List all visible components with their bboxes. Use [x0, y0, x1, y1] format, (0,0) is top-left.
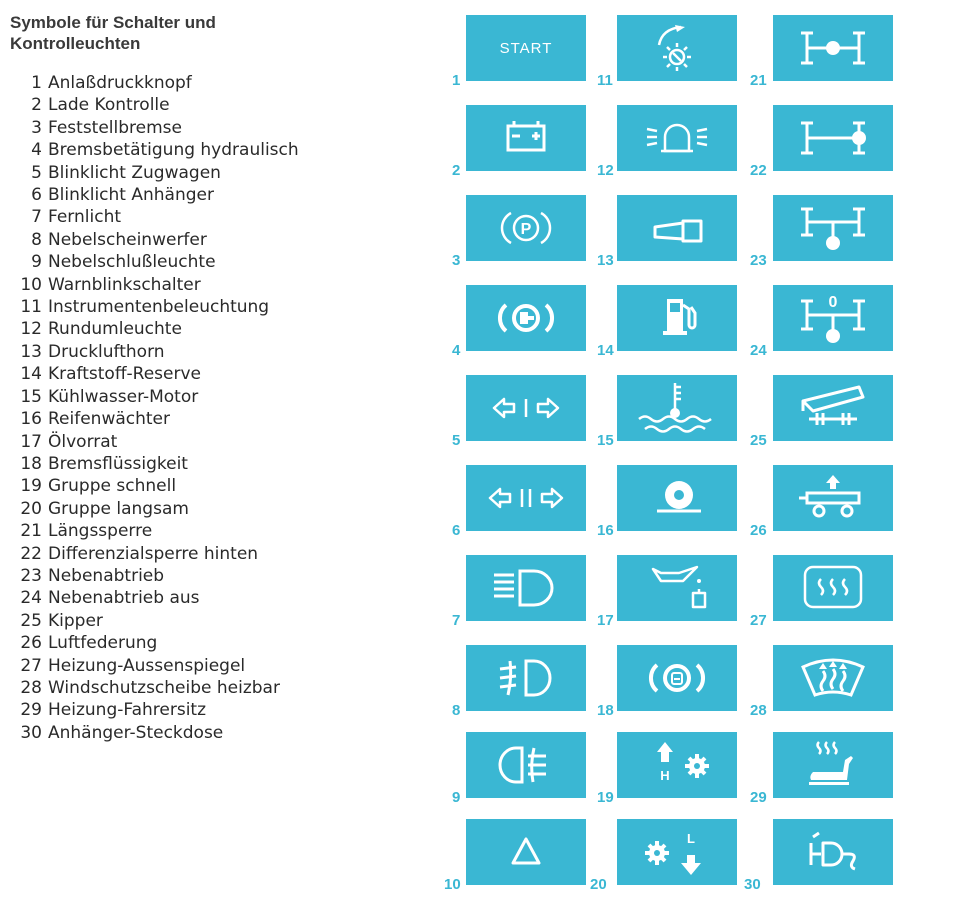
- tile-12: [617, 105, 737, 171]
- legend-number: 9: [31, 252, 42, 273]
- legend-number: 26: [20, 633, 42, 654]
- legend-item: [10, 94, 299, 116]
- legend-item: [10, 296, 299, 318]
- legend-label: Heizung-Aussenspiegel: [48, 655, 246, 676]
- battery-icon: [466, 105, 586, 171]
- tire-monitor-icon: [617, 465, 737, 531]
- tile-number: 2: [452, 162, 461, 179]
- tile-number: 29: [750, 789, 767, 806]
- tile-1: [466, 15, 586, 81]
- legend-label: Lade Kontrolle: [48, 95, 170, 116]
- tile-14: [617, 285, 737, 351]
- tile-number: 22: [750, 162, 767, 179]
- legend-label: Differenzialsperre hinten: [48, 543, 259, 564]
- legend-item: [10, 453, 299, 475]
- legend-item: [10, 184, 299, 206]
- legend-label: Bremsflüssigkeit: [48, 453, 188, 474]
- rear-fog-light-icon: [466, 732, 586, 798]
- slow-range-icon: [617, 819, 737, 885]
- legend-item: [10, 318, 299, 340]
- legend-item: [10, 229, 299, 251]
- tile-number: 16: [597, 522, 614, 539]
- legend-item: [10, 117, 299, 139]
- legend-item: [10, 206, 299, 228]
- legend-item: [10, 587, 299, 609]
- fuel-reserve-icon: [617, 285, 737, 351]
- tile-number: 11: [597, 72, 613, 89]
- legend-label: Fernlicht: [48, 207, 122, 228]
- legend-label: Nebelschlußleuchte: [48, 252, 216, 273]
- legend-label: Gruppe schnell: [48, 476, 177, 497]
- legend-number: 20: [20, 498, 42, 519]
- tile-number: 26: [750, 522, 767, 539]
- legend-item: [10, 699, 299, 721]
- legend-number: 1: [31, 73, 42, 93]
- tile-number: 21: [750, 72, 767, 89]
- legend-label: Nebenabtrieb: [48, 565, 165, 586]
- legend-label: Ölvorrat: [48, 431, 118, 452]
- legend-item: [10, 520, 299, 542]
- legend-label: Drucklufthorn: [48, 341, 165, 362]
- legend-number: 4: [31, 140, 42, 161]
- slow-range-label: L: [687, 831, 695, 846]
- air-suspension-icon: [773, 465, 893, 531]
- legend-number: 25: [20, 610, 42, 631]
- legend-number: 11: [20, 297, 42, 318]
- tile-number: 19: [597, 789, 614, 806]
- legend-number: 5: [31, 162, 42, 183]
- tile-11: [617, 15, 737, 81]
- tile-number: 5: [452, 432, 461, 449]
- legend-item: [10, 722, 299, 744]
- tile-21: [773, 15, 893, 81]
- legend-label: Luftfederung: [48, 633, 158, 654]
- legend-number: 23: [20, 565, 42, 586]
- legend-item: [10, 632, 299, 654]
- legend-item: [10, 341, 299, 363]
- tile-number: 14: [597, 342, 614, 359]
- tile-3: [466, 195, 586, 261]
- turn-signal-trailer-icon: [466, 465, 586, 531]
- tile-15: [617, 375, 737, 441]
- legend-label: Anlaßdruckknopf: [48, 73, 192, 93]
- legend-item: [10, 543, 299, 565]
- legend-number: 27: [20, 655, 42, 676]
- start-label: START: [499, 40, 553, 57]
- legend-item: [10, 565, 299, 587]
- fast-range-icon: [617, 732, 737, 798]
- tile-8: [466, 645, 586, 711]
- legend-label: Windschutzscheibe heizbar: [48, 677, 280, 698]
- tile-number: 15: [597, 432, 614, 449]
- legend-item: [10, 677, 299, 699]
- windshield-heating-icon: [773, 645, 893, 711]
- legend-number: 8: [31, 229, 42, 250]
- legend-number: 22: [20, 543, 42, 564]
- legend-number: 21: [20, 521, 42, 542]
- tile-number: 30: [744, 876, 761, 893]
- tile-16: [617, 465, 737, 531]
- tile-6: [466, 465, 586, 531]
- legend-number: 3: [31, 117, 42, 138]
- tile-number: 25: [750, 432, 767, 449]
- tile-19: [617, 732, 737, 798]
- parking-label: P: [520, 221, 532, 238]
- tile-18: [617, 645, 737, 711]
- legend-item: [10, 139, 299, 161]
- tile-number: 20: [590, 876, 607, 893]
- page-title: Symbole für Schalter und Kontrolleuchten: [10, 13, 216, 53]
- mirror-heating-icon: [773, 555, 893, 621]
- legend-item: [10, 610, 299, 632]
- tile-23: [773, 195, 893, 261]
- tile-22: [773, 105, 893, 171]
- legend-number: 28: [20, 677, 42, 698]
- tile-28: [773, 645, 893, 711]
- legend-number: 14: [20, 364, 42, 385]
- legend-item: [10, 251, 299, 273]
- legend-item: [10, 475, 299, 497]
- tile-number: 13: [597, 252, 614, 269]
- tile-5: [466, 375, 586, 441]
- brake-fluid-icon: [617, 645, 737, 711]
- tile-number: 17: [597, 612, 614, 629]
- hazard-warning-icon: [466, 819, 586, 885]
- legend-label: Kühlwasser-Motor: [48, 386, 199, 407]
- parking-brake-icon: [466, 195, 586, 261]
- legend-label: Instrumentenbeleuchtung: [48, 297, 270, 318]
- tile-25: [773, 375, 893, 441]
- legend-label: Anhänger-Steckdose: [48, 722, 224, 743]
- legend-number: 15: [20, 386, 42, 407]
- legend-number: 10: [20, 274, 42, 295]
- legend-item: [10, 162, 299, 184]
- legend-label: Gruppe langsam: [48, 498, 189, 519]
- legend-number: 12: [20, 319, 42, 340]
- legend-label: Warnblinkschalter: [48, 274, 201, 295]
- tile-2: [466, 105, 586, 171]
- tile-number: 18: [597, 702, 614, 719]
- tile-number: 10: [444, 876, 461, 893]
- tile-number: 7: [452, 612, 461, 629]
- legend-number: 18: [20, 453, 42, 474]
- legend-item: [10, 363, 299, 385]
- legend-number: 7: [31, 207, 42, 228]
- pto-off-label: 0: [828, 294, 838, 311]
- tile-number: 3: [452, 252, 461, 269]
- tile-27: [773, 555, 893, 621]
- legend-number: 2: [31, 95, 42, 116]
- hydraulic-brake-icon: [466, 285, 586, 351]
- longitudinal-lock-icon: [773, 15, 893, 81]
- legend-label: Längssperre: [48, 521, 153, 542]
- legend-label: Feststellbremse: [48, 117, 182, 138]
- rotating-beacon-icon: [617, 105, 737, 171]
- legend-number: 30: [20, 722, 42, 743]
- legend-item: [10, 408, 299, 430]
- legend-number: 19: [20, 476, 42, 497]
- legend-label: Kipper: [48, 610, 103, 631]
- legend-item: [10, 431, 299, 453]
- air-horn-icon: [617, 195, 737, 261]
- tipper-icon: [773, 375, 893, 441]
- legend-number: 17: [20, 431, 42, 452]
- trailer-socket-icon: [773, 819, 893, 885]
- legend-label: Nebenabtrieb aus: [48, 588, 200, 609]
- legend-number: 29: [20, 700, 42, 721]
- legend-item: [10, 72, 299, 94]
- legend-label: Heizung-Fahrersitz: [48, 700, 207, 721]
- tile-number: 6: [452, 522, 461, 539]
- tile-26: [773, 465, 893, 531]
- tile-10: [466, 819, 586, 885]
- tile-number: 1: [452, 72, 461, 89]
- legend-item: [10, 655, 299, 677]
- pto-icon: [773, 195, 893, 261]
- tile-number: 28: [750, 702, 767, 719]
- tile-number: 12: [597, 162, 614, 179]
- legend-item: [10, 274, 299, 296]
- legend-label: Kraftstoff-Reserve: [48, 364, 202, 385]
- legend-number: 6: [31, 185, 42, 206]
- legend-label: Rundumleuchte: [48, 319, 182, 340]
- legend-number: 13: [20, 341, 42, 362]
- instrument-lighting-icon: [617, 15, 737, 81]
- fast-range-label: H: [660, 768, 670, 783]
- tile-number: 4: [452, 342, 461, 359]
- pto-off-icon: [773, 285, 893, 351]
- tile-number: 27: [750, 612, 767, 629]
- oil-level-icon: [617, 555, 737, 621]
- tile-number: 23: [750, 252, 767, 269]
- symbol-legend: [10, 72, 299, 744]
- tile-17: [617, 555, 737, 621]
- high-beam-icon: [466, 555, 586, 621]
- turn-signal-tractor-icon: [466, 375, 586, 441]
- tile-13: [617, 195, 737, 261]
- tile-20: [617, 819, 737, 885]
- legend-label: Reifenwächter: [48, 409, 171, 430]
- tile-29: [773, 732, 893, 798]
- legend-label: Nebelscheinwerfer: [48, 229, 207, 250]
- legend-label: Blinklicht Zugwagen: [48, 162, 221, 183]
- legend-label: Blinklicht Anhänger: [48, 185, 214, 206]
- coolant-temperature-icon: [617, 375, 737, 441]
- tile-7: [466, 555, 586, 621]
- tile-number: 9: [452, 789, 461, 806]
- legend-number: 16: [20, 409, 42, 430]
- tile-number: 24: [750, 342, 767, 359]
- front-fog-light-icon: [466, 645, 586, 711]
- tile-30: [773, 819, 893, 885]
- legend-item: [10, 386, 299, 408]
- tile-number: 8: [452, 702, 461, 719]
- legend-item: [10, 498, 299, 520]
- start-icon: [466, 15, 586, 81]
- rear-diff-lock-icon: [773, 105, 893, 171]
- legend-label: Bremsbetätigung hydraulisch: [48, 140, 299, 161]
- tile-4: [466, 285, 586, 351]
- legend-number: 24: [20, 588, 42, 609]
- tile-9: [466, 732, 586, 798]
- seat-heating-icon: [773, 732, 893, 798]
- tile-24: [773, 285, 893, 351]
